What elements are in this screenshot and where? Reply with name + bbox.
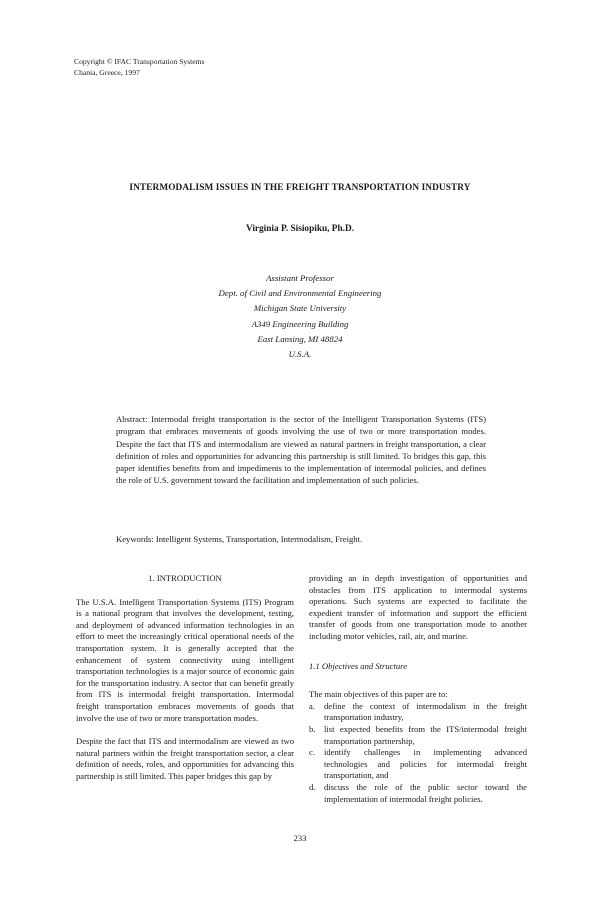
objectives-list (309, 701, 527, 805)
affiliation-university: Michigan State University (253, 303, 347, 314)
introduction-paragraph-2: Despite the fact that ITS and intermodalism are viewed as two natural partners within the freight transportation sector, a clear definition of needs, roles, and opportunities for advancing this partnership is still limited. This paper bridges this gap by (76, 736, 294, 781)
abstract: Abstract: Intermodal freight transportation is the sector of the Intelligent Transportation Systems (ITS) program that embraces movements of goods involving the use of two or more transportation modes. Despite the fact that ITS and intermodalism are viewed as natural partners in freight transportation, a clear definition of roles and opportunities for advancing this partnership is still limited. To bridges this gap, this paper identifies benefits from and impediments to the implementation of intermodal policies, and defines the role of U.S. government toward the facilitation and implementation of such policies. (116, 414, 486, 486)
objective-text: define the context of intermodalism in the freight transportation industry, (324, 700, 527, 723)
objective-text: identify challenges in implementing advanced technologies and policies for intermodal freight transportation, and (324, 747, 527, 781)
copyright-line-1: Copyright © IFAC Transportation Systems (74, 57, 205, 66)
objective-text: list expected benefits from the ITS/intermodal freight transportation partnership, (324, 723, 527, 746)
objective-text: discuss the role of the public sector toward the implementation of intermodal freight policies. (324, 781, 527, 804)
objective-item (309, 724, 527, 747)
objectives-intro: The main objectives of this paper are to: (309, 689, 448, 700)
copyright-line-2: Chania, Greece, 1997 (74, 67, 140, 77)
left-column (76, 573, 294, 783)
affiliation-city: East Lansing, MI 48824 (257, 333, 343, 344)
affiliation-country: U.S.A. (288, 349, 312, 360)
right-column (309, 573, 527, 805)
affiliation-department: Dept. of Civil and Environmental Engineering (218, 288, 382, 299)
author-affiliation (0, 271, 600, 362)
objectives-heading: 1.1 Objectives and Structure (309, 660, 408, 671)
keywords: Keywords: Intelligent Systems, Transportation, Intermodalism, Freight. (116, 534, 363, 544)
affiliation-position: Assistant Professor (266, 273, 334, 283)
introduction-heading: 1. INTRODUCTION (148, 573, 222, 583)
introduction-paragraph-1: The U.S.A. Intelligent Transportation Systems (ITS) Program is a national program that involves the development, testing, and deployment of advanced information technologies in an effort to meet the increasingly critical operational needs of the transportation system. It is generally accepted that the enhancement of system connectivity using intelligent transportation technologies is a major source of economic gain for the transportation industry. A sector that can benefit greatly from ITS is intermodal freight transportation. Intermodal freight transportation embraces movements of goods that involve the use of two or more transportation modes. (76, 596, 294, 723)
paper-title: INTERMODALISM ISSUES IN THE FREIGHT TRANSPORTATION INDUSTRY (129, 183, 471, 193)
objective-item (309, 782, 527, 805)
introduction-paragraph-3: providing an in depth investigation of opportunities and obstacles from ITS application to intermodal systems operations. Such systems are expected to facilitate the expedient transfer of information and support the efficient transfer of goods from one transportation mode to another including motor vehicles, rail, air, and marine. (309, 573, 527, 641)
objective-item (309, 701, 527, 724)
objective-marker: b. (309, 723, 316, 734)
author-name: Virginia P. Sisiopiku, Ph.D. (245, 224, 355, 234)
page-number: 233 (293, 833, 307, 843)
objective-marker: d. (309, 781, 316, 792)
objective-marker: c. (309, 747, 315, 758)
objective-item (309, 747, 527, 782)
copyright-notice (74, 57, 205, 78)
affiliation-building: A349 Engineering Building (251, 318, 349, 329)
objective-marker: a. (309, 700, 315, 711)
